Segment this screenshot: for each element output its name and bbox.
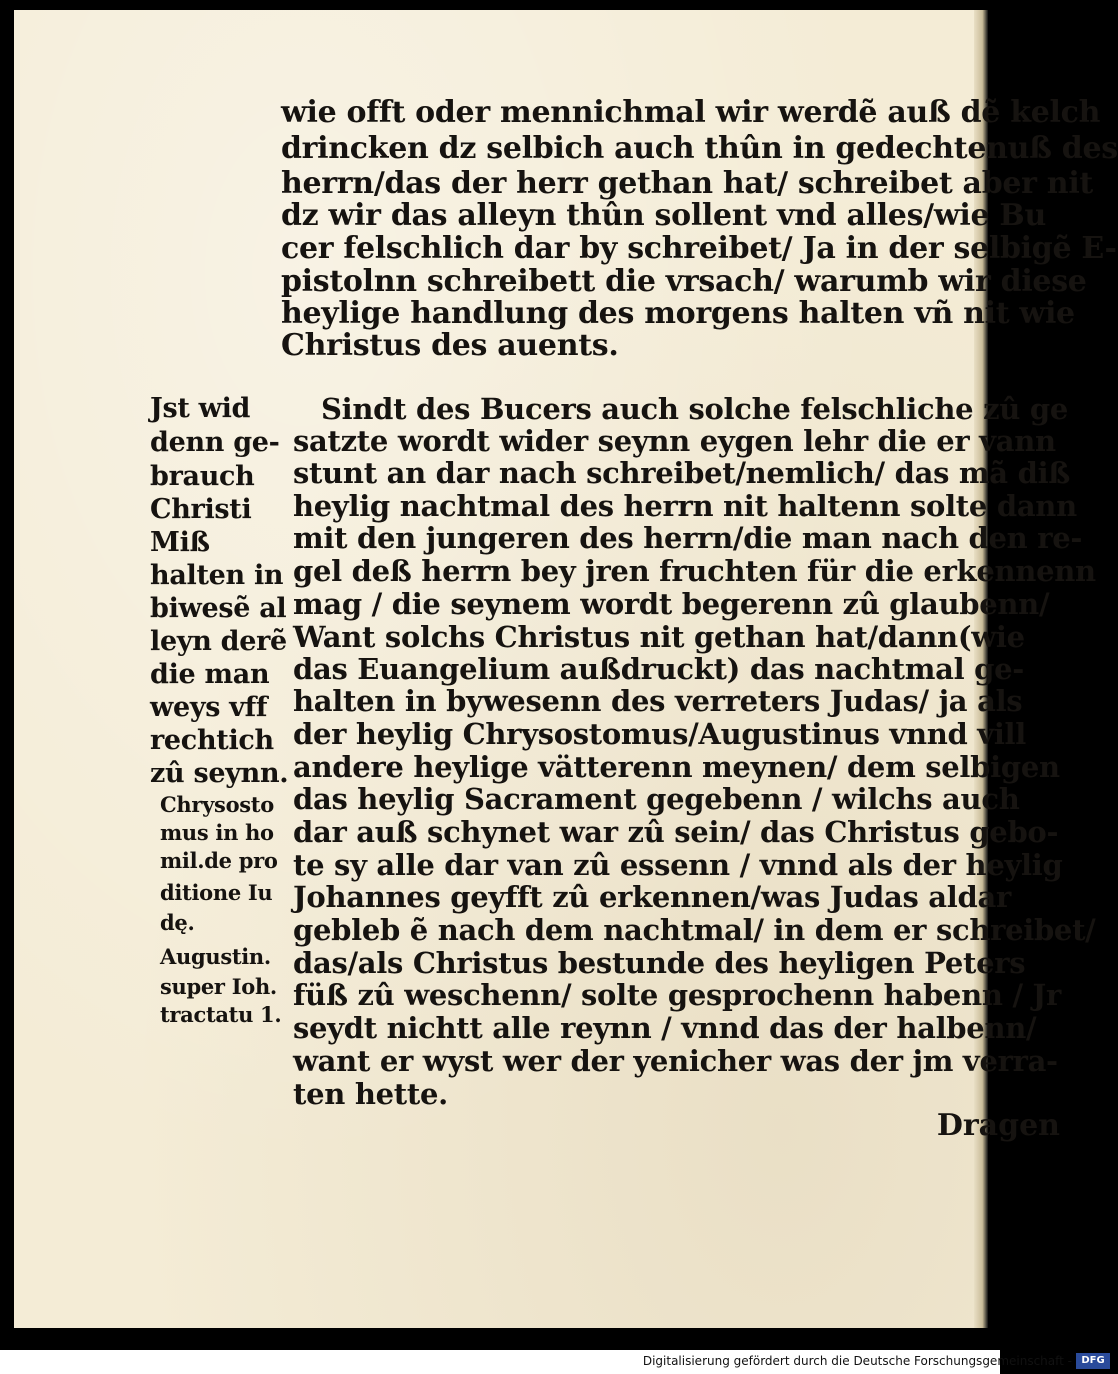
- main-line: stunt an dar nach schreibet/nemlich/ das mã diß: [293, 456, 1071, 490]
- margin-ref-line: mil.de pro: [160, 848, 278, 873]
- margin-line: rechtich: [150, 725, 274, 756]
- main-line: das/als Christus bestunde des heyligen Peters: [293, 946, 1026, 980]
- top-line: cer felschlich dar by schreibet/ Ja in der selbigẽ E-: [281, 231, 1117, 266]
- main-line: ten hette.: [293, 1077, 448, 1111]
- main-line: dar auß schynet war zû sein/ das Christus gebo-: [293, 815, 1059, 849]
- margin-ref-line: Augustin.: [160, 944, 271, 969]
- margin-ref-line: ditione Iu: [160, 880, 273, 905]
- main-line: heylig nachtmal des herrn nit haltenn solte dann: [293, 489, 1077, 523]
- top-line: drincken dz selbich auch thûn in gedechtenuß des: [281, 131, 1118, 166]
- main-line: want er wyst wer der yenicher was der jm verra-: [293, 1044, 1058, 1078]
- main-line: Want solchs Christus nit gethan hat/dann(wie: [293, 620, 1025, 654]
- top-line: Christus des auents.: [281, 328, 619, 363]
- main-line: gebleb ẽ nach dem nachtmal/ in dem er schreibet/: [293, 913, 1096, 947]
- margin-ref-line: super Ioh.: [160, 974, 277, 999]
- margin-line: weys vff: [150, 692, 268, 723]
- top-line: dz wir das alleyn thûn sollent vnd alles/wie Bu: [281, 198, 1046, 233]
- main-line: satzte wordt wider seynn eygen lehr die er vann: [293, 424, 1056, 458]
- funding-credit: Digitalisierung gefördert durch die Deutsche Forschungsgemeinschaft -: [642, 1354, 1072, 1368]
- main-line: der heylig Chrysostomus/Augustinus vnnd vill: [293, 717, 1026, 751]
- margin-line: Jst wid: [150, 393, 251, 424]
- margin-line: biwesẽ al: [150, 593, 287, 624]
- main-line: Sindt des Bucers auch solche felschliche zû ge: [321, 392, 1068, 426]
- main-line: te sy alle dar van zû essenn / vnnd als der heylig: [293, 848, 1063, 882]
- main-line: andere heylige vätterenn meynen/ dem selbigen: [293, 750, 1060, 784]
- main-line: mit den jungeren des herrn/die man nach den re-: [293, 521, 1083, 555]
- margin-line: Christi: [150, 494, 252, 525]
- margin-line: Miß: [150, 527, 210, 558]
- margin-ref-line: mus in ho: [160, 820, 274, 845]
- margin-line: denn ge-: [150, 427, 280, 458]
- margin-line: halten in: [150, 560, 284, 591]
- margin-line: zû seynn.: [150, 758, 289, 789]
- main-line: füß zû weschenn/ solte gesprochenn habenn / Jr: [293, 978, 1061, 1012]
- margin-line: die man: [150, 659, 270, 690]
- margin-line: leyn derẽ: [150, 626, 287, 657]
- main-line: gel deß herrn bey jren fruchten für die erkennenn: [293, 554, 1096, 588]
- main-line: halten in bywesenn des verreters Judas/ ja als: [293, 684, 1023, 718]
- catchword: Dragen: [936, 1108, 1060, 1143]
- margin-line: brauch: [150, 461, 255, 492]
- main-line: Johannes geyfft zû erkennen/was Judas aldar: [293, 880, 1011, 914]
- margin-ref-line: dę.: [160, 910, 195, 935]
- dfg-logo: DFG: [1076, 1353, 1110, 1369]
- top-line: heylige handlung des morgens halten vñ nit wie: [281, 296, 1075, 331]
- margin-ref-line: Chrysosto: [160, 792, 274, 817]
- main-line: mag / die seynem wordt begerenn zû glaubenn/: [293, 587, 1050, 621]
- main-line: das heylig Sacrament gegebenn / wilchs auch: [293, 782, 1020, 816]
- top-line: herrn/das der herr gethan hat/ schreibet aber nit: [281, 166, 1093, 201]
- margin-ref-line: tractatu 1.: [160, 1002, 282, 1027]
- top-line: pistolnn schreibett die vrsach/ warumb wir diese: [281, 264, 1087, 299]
- main-line: seydt nichtt alle reynn / vnnd das der halbenn/: [293, 1011, 1037, 1045]
- top-line: wie offt oder mennichmal wir werdẽ auß dẽ kelch: [281, 95, 1101, 130]
- main-line: das Euangelium außdruckt) das nachtmal ge-: [293, 652, 1024, 686]
